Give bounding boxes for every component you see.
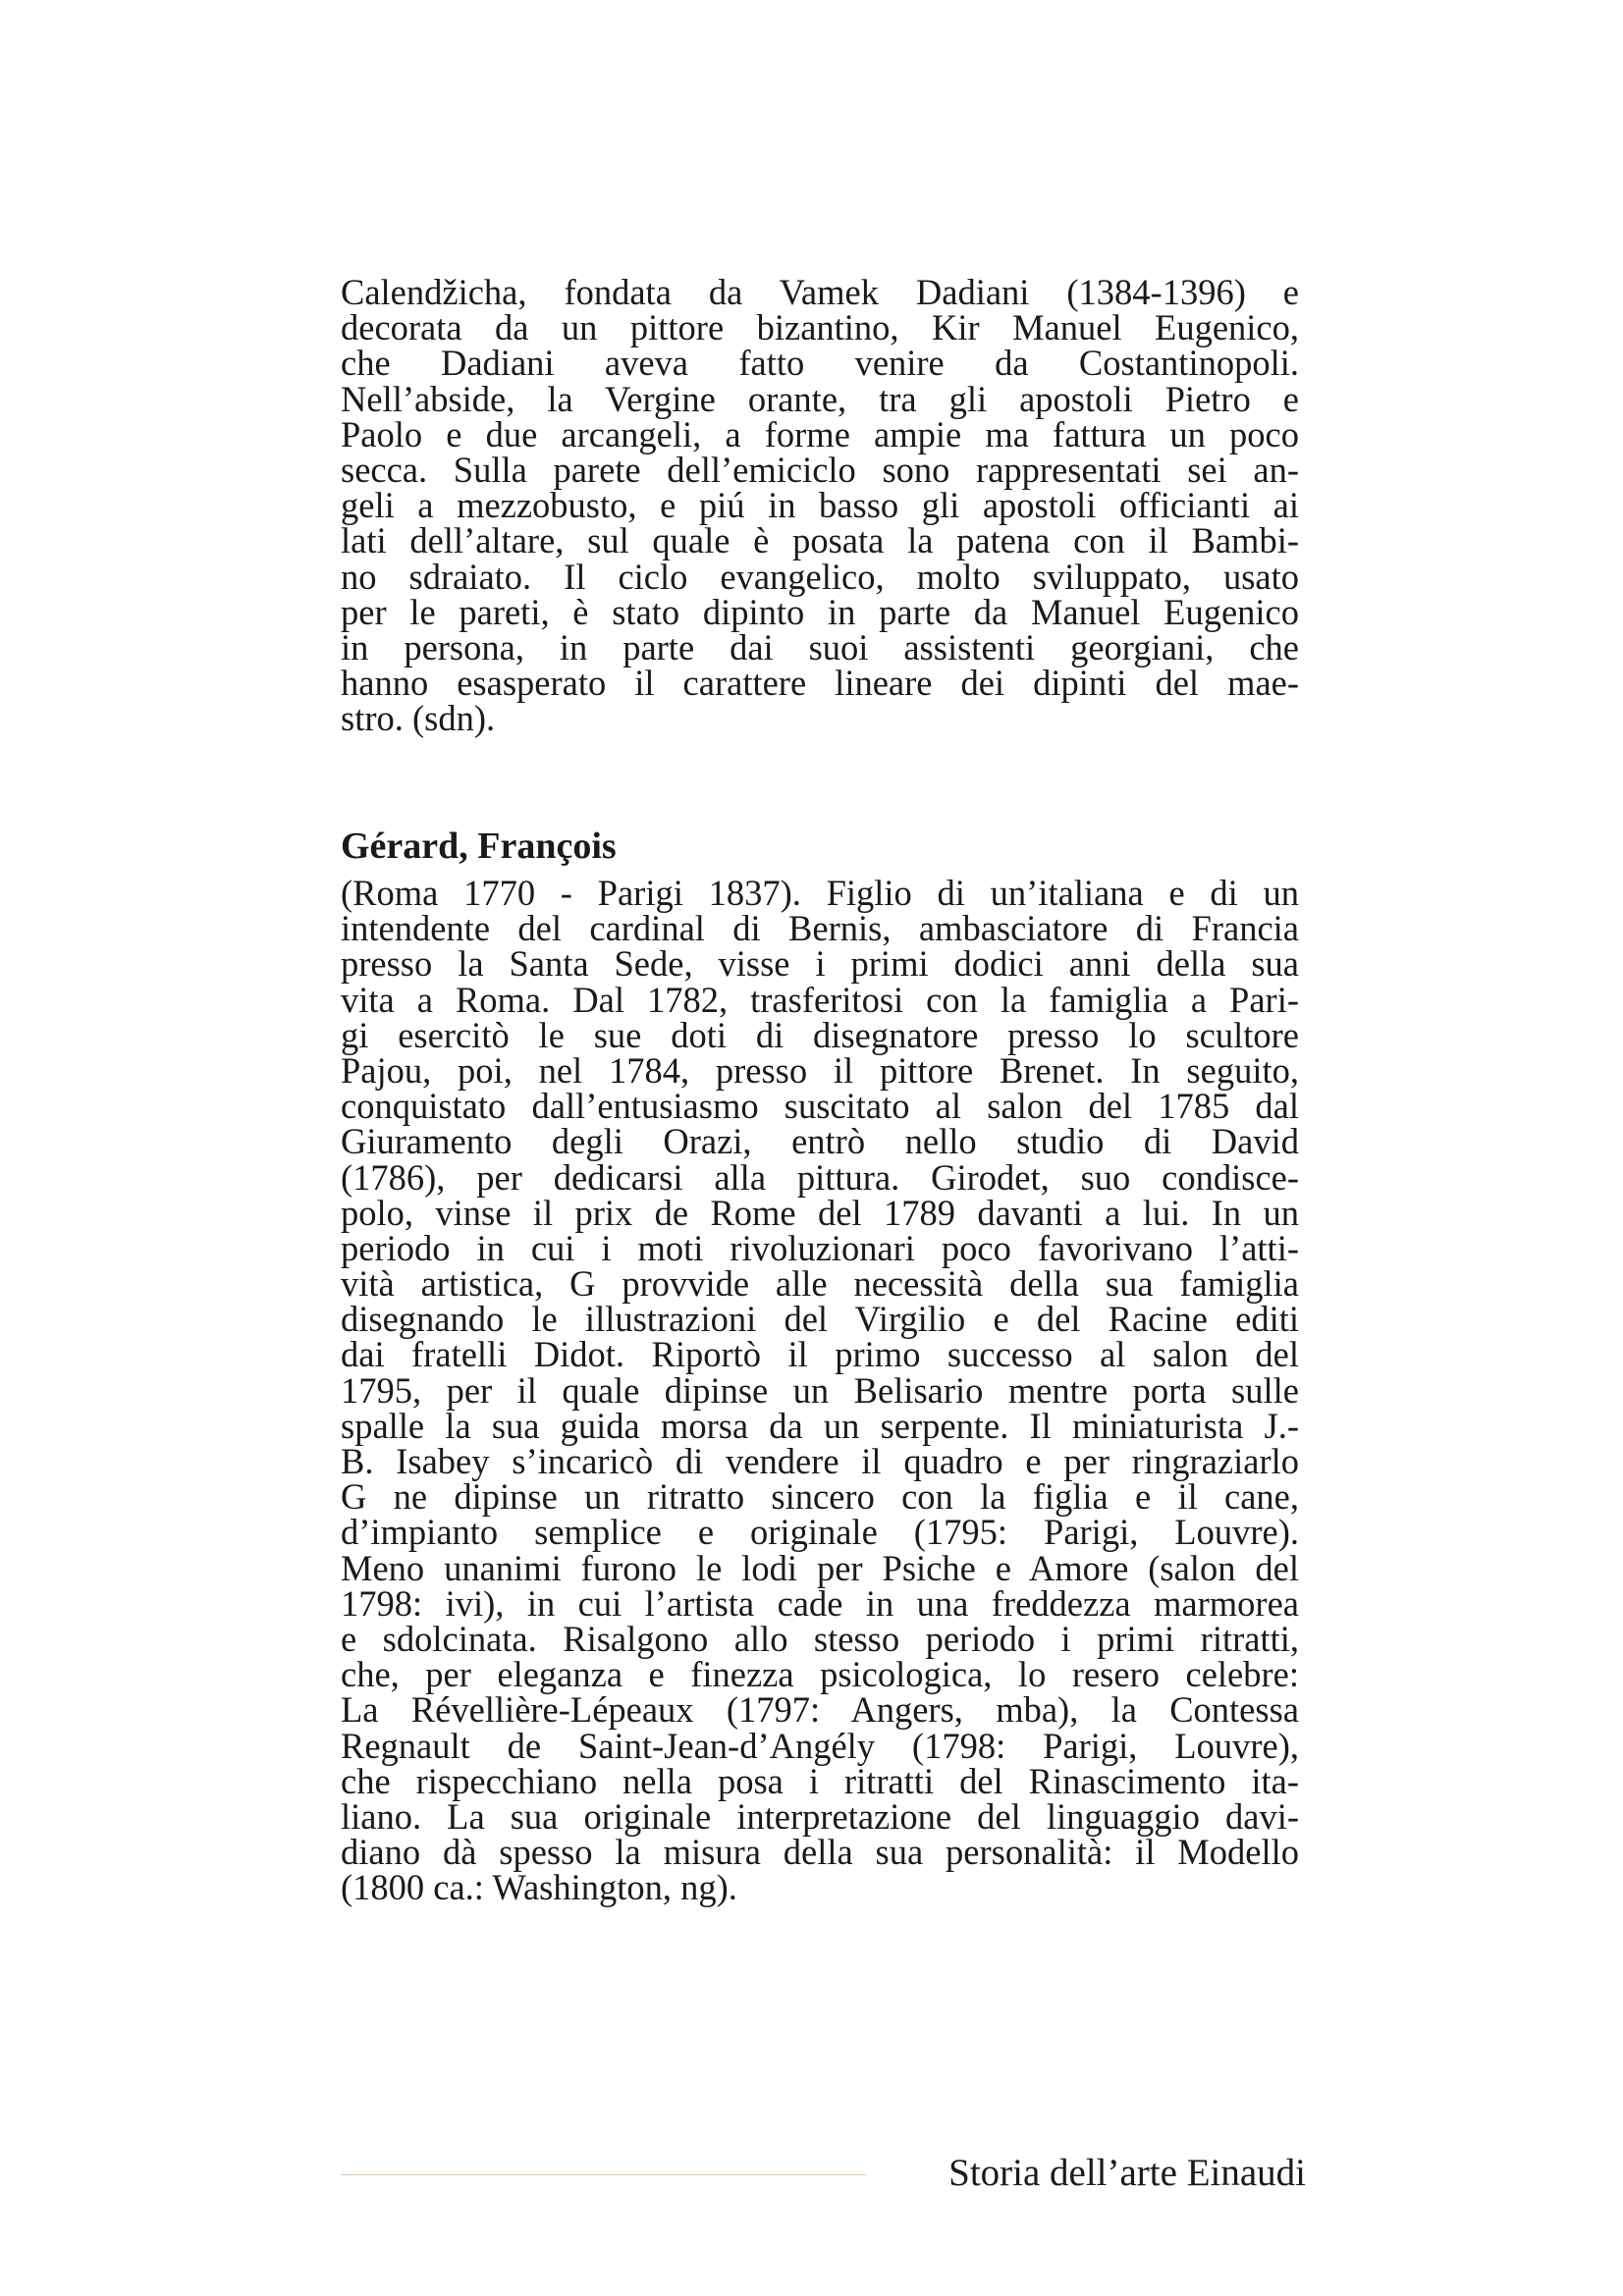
text-line: liano. La sua originale interpretazione del linguaggio davi- (341, 1795, 1299, 1837)
text-line: vità artistica, G provvide alle necessità della sua famiglia (341, 1263, 1299, 1305)
text-line: secca. Sulla parete dell’emiciclo sono rappresentati sei an- (341, 449, 1299, 490)
text-line: per le pareti, è stato dipinto in parte da Manuel Eugenico (341, 591, 1299, 632)
text-line: 1798: ivi), in cui l’artista cade in una freddezza marmorea (341, 1582, 1299, 1624)
text-line: periodo in cui i moti rivoluzionari poco favorivano l’atti- (341, 1227, 1299, 1268)
text-line: (1786), per dedicarsi alla pittura. Girodet, suo condisce- (341, 1156, 1299, 1198)
text-line: disegnando le illustrazioni del Virgilio e del Racine editi (341, 1299, 1299, 1340)
text-line: Pajou, poi, nel 1784, presso il pittore Brenet. In seguito, (341, 1049, 1299, 1091)
text-line: in persona, in parte dai suoi assistenti georgiani, che (341, 626, 1299, 667)
text-line: Giuramento degli Orazi, entrò nello studio di David (341, 1121, 1299, 1162)
text-line: stro. (sdn). (341, 698, 496, 739)
text-line: che rispecchiano nella posa i ritratti del Rinascimento ita- (341, 1760, 1299, 1801)
text-line: decorata da un pittore bizantino, Kir Manuel Eugenico, (341, 307, 1299, 348)
text-line: B. Isabey s’incaricò di vendere il quadro e per ringraziarlo (341, 1441, 1299, 1481)
text-line: 1795, per il quale dipinse un Belisario mentre porta sulle (341, 1369, 1299, 1411)
text-line: Regnault de Saint-Jean-d’Angély (1798: Parigi, Louvre), (341, 1725, 1299, 1766)
text-line: geli a mezzobusto, e piú in basso gli apostoli officianti ai (341, 485, 1299, 526)
entry-title: Gérard, François (341, 826, 617, 867)
text-line: Nell’abside, la Vergine orante, tra gli apostoli Pietro e (341, 378, 1299, 419)
text-line: La Révellière-Lépeaux (1797: Angers, mba), la Contessa (341, 1689, 1299, 1731)
text-line: polo, vinse il prix de Rome del 1789 davanti a lui. In un (341, 1192, 1299, 1233)
text-line: conquistato dall’entusiasmo suscitato al salon del 1785 dal (341, 1086, 1299, 1127)
text-line: d’impianto semplice e originale (1795: Parigi, Louvre). (341, 1512, 1299, 1553)
text-line: gi esercitò le sue doti di disegnatore presso lo scultore (341, 1014, 1299, 1055)
text-line: dai fratelli Didot. Riportò il primo successo al salon del (341, 1334, 1299, 1375)
running-footer: Storia dell’arte Einaudi (948, 2152, 1306, 2194)
text-line: hanno esasperato il carattere lineare dei dipinti del mae- (341, 663, 1299, 704)
text-line: che Dadiani aveva fatto venire da Costantinopoli. (341, 343, 1299, 384)
text-line: e sdolcinata. Risalgono allo stesso periodo i primi ritratti, (341, 1618, 1299, 1659)
text-line: presso la Santa Sede, visse i primi dodici anni della sua (341, 943, 1299, 985)
text-line: intendente del cardinal di Bernis, ambasciatore di Francia (341, 908, 1299, 949)
text-line: (Roma 1770 - Parigi 1837). Figlio di un’italiana e di un (341, 873, 1299, 913)
footer-divider (341, 2174, 866, 2175)
text-line: Paolo e due arcangeli, a forme ampie ma fattura un poco (341, 413, 1299, 454)
text-line: Calendžicha, fondata da Vamek Dadiani (1384-1396) e (341, 272, 1299, 312)
text-line: diano dà spesso la misura della sua personalità: il Modello (341, 1832, 1299, 1873)
text-line: vita a Roma. Dal 1782, trasferitosi con la famiglia a Pari- (341, 979, 1299, 1020)
text-line: G ne dipinse un ritratto sincero con la figlia e il cane, (341, 1476, 1299, 1518)
text-line: no sdraiato. Il ciclo evangelico, molto sviluppato, usato (341, 556, 1299, 597)
text-line: (1800 ca.: Washington, ng). (341, 1867, 737, 1908)
text-line: Meno unanimi furono le lodi per Psiche e Amore (salon del (341, 1547, 1299, 1588)
paragraph-continuation (341, 272, 1299, 739)
text-line: che, per eleganza e finezza psicologica, lo resero celebre: (341, 1654, 1299, 1695)
entry-body (341, 873, 1299, 1908)
text-line: lati dell’altare, sul quale è posata la patena con il Bambi- (341, 520, 1299, 561)
text-line: spalle la sua guida morsa da un serpente. Il miniaturista J.- (341, 1405, 1299, 1446)
